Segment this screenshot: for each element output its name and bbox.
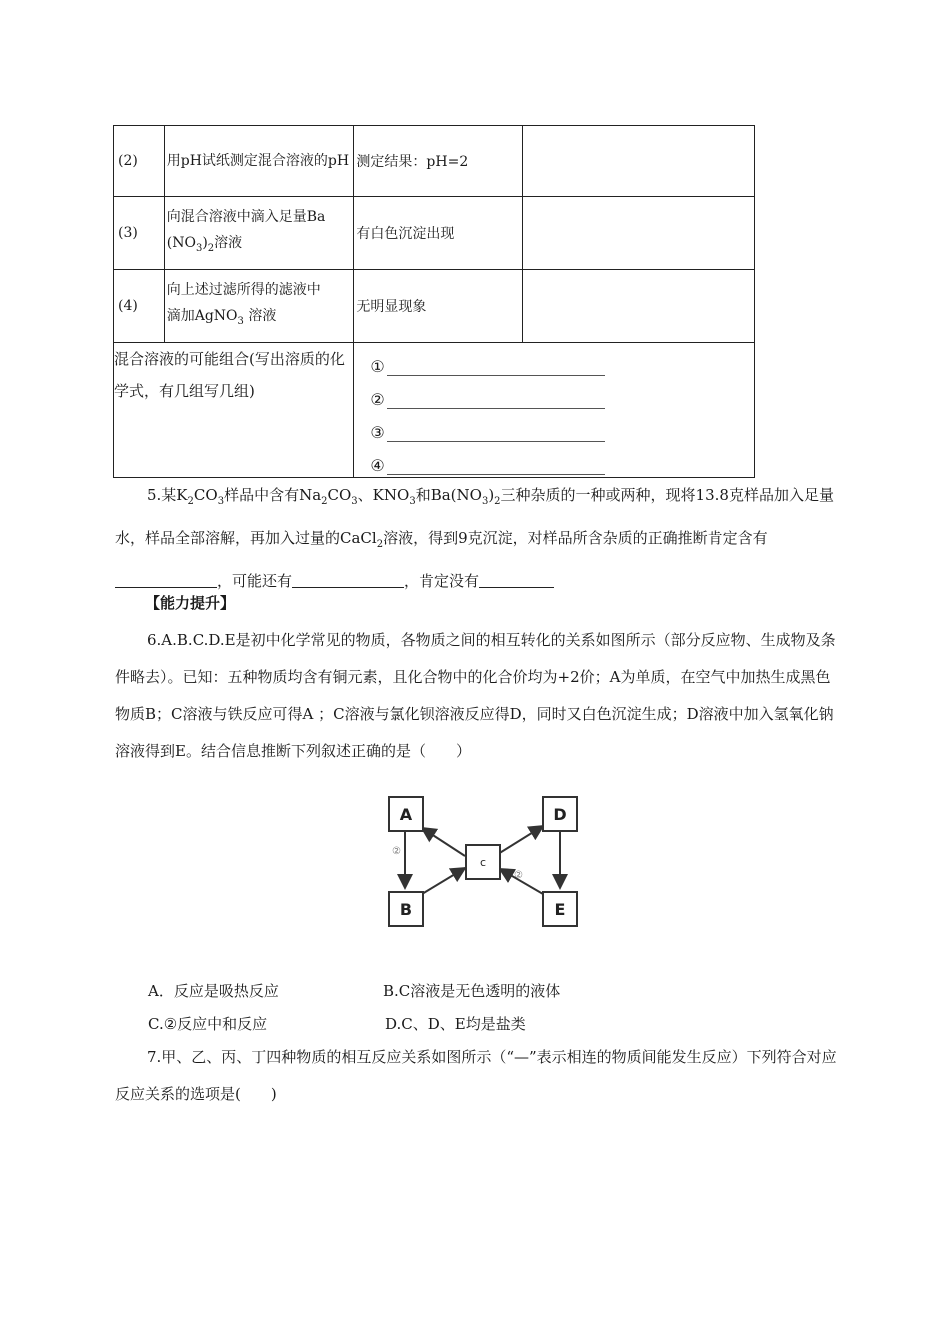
node-c: c bbox=[465, 844, 501, 880]
q5-text: 和Ba(NO bbox=[415, 486, 482, 504]
q5-text: 5.某K bbox=[147, 486, 188, 504]
q5-text: 、KNO bbox=[357, 486, 410, 504]
operation-cell bbox=[164, 270, 354, 343]
result-cell: 有白色沉淀出现 bbox=[354, 197, 522, 270]
conclusion-cell bbox=[522, 126, 754, 197]
combo-number: ④ bbox=[370, 456, 385, 475]
operation-text: 滴加AgNO bbox=[166, 308, 238, 325]
table-row bbox=[114, 126, 755, 197]
operation-cell bbox=[164, 197, 354, 270]
q5-text: CO bbox=[327, 486, 352, 504]
table-row bbox=[114, 197, 755, 270]
operation-cell: 用pH试纸测定混合溶液的pH bbox=[164, 126, 354, 197]
node-a: A bbox=[388, 796, 424, 832]
combo-number: ① bbox=[370, 357, 385, 376]
answer-blank[interactable] bbox=[387, 357, 605, 376]
option-d[interactable]: D.C、D、E均是盐类 bbox=[385, 1015, 526, 1033]
subscript: 3 bbox=[409, 496, 416, 507]
option-b[interactable]: B.C溶液是无色透明的液体 bbox=[383, 982, 561, 1000]
answer-blank[interactable] bbox=[292, 571, 404, 588]
q5-text: 样品中含有Na bbox=[224, 486, 322, 504]
reaction-mark: ② bbox=[514, 870, 523, 881]
conclusion-cell bbox=[522, 197, 754, 270]
q5-text: 溶液，得到9克沉淀，对样品所含杂质的正确推断肯定含有 bbox=[383, 529, 768, 547]
arrow-c-to-a bbox=[422, 828, 465, 856]
q5-text: ) bbox=[488, 486, 495, 504]
result-cell: 测定结果：pH=2 bbox=[354, 126, 522, 197]
arrow-b-to-c bbox=[422, 868, 465, 894]
reaction-mark: ② bbox=[392, 846, 401, 857]
operation-text: 向混合溶液中滴入足量Ba bbox=[166, 209, 326, 226]
answer-blank[interactable] bbox=[387, 390, 605, 409]
step-cell: (2) bbox=[114, 126, 165, 197]
node-e: E bbox=[542, 891, 578, 927]
subscript: 3 bbox=[217, 496, 225, 507]
node-b: B bbox=[388, 891, 424, 927]
combo-number: ③ bbox=[370, 423, 385, 442]
reaction-diagram bbox=[380, 790, 590, 935]
question-5 bbox=[115, 477, 840, 600]
answer-blank[interactable] bbox=[479, 571, 554, 588]
q5-text: ，可能还有 bbox=[217, 572, 293, 590]
conclusion-cell bbox=[522, 270, 754, 343]
combo-answers bbox=[354, 343, 755, 478]
option-c[interactable]: C.②反应中和反应 bbox=[148, 1015, 268, 1033]
subscript: 3 bbox=[195, 242, 203, 254]
operation-text: 溶液 bbox=[214, 235, 243, 252]
experiment-table bbox=[113, 125, 755, 478]
q5-text: ，肯定没有 bbox=[404, 572, 480, 590]
q5-text: CO bbox=[193, 486, 218, 504]
operation-text: 溶液 bbox=[243, 308, 277, 325]
subscript: 2 bbox=[321, 496, 328, 507]
operation-text: 向上述过滤所得的滤液中 bbox=[166, 282, 321, 299]
subscript: 2 bbox=[494, 496, 501, 507]
combo-item bbox=[370, 343, 754, 376]
node-d: D bbox=[542, 796, 578, 832]
answer-blank[interactable] bbox=[115, 571, 217, 588]
q5-text: 三种杂质的一种或两种，现将13.8克样品加入足量水，样品全部溶解，再加入过量的CaCl bbox=[115, 486, 834, 547]
combo-item bbox=[370, 409, 754, 442]
operation-text: ) bbox=[202, 235, 208, 252]
question-6: 6.A.B.C.D.E是初中化学常见的物质，各物质之间的相互转化的关系如图所示（部分反应物、生成物及条件略去）。已知：五种物质均含有铜元素，且化合物中的化合价均为+2价；A为单质，在空气中加热生成黑色物质B；C溶液与铁反应可得A ；C溶液与氯化钡溶液反应得D，同时又白色沉淀生成；D溶液中加入氢氧化钠溶液得到E。结合信息推断下列叙述正确的是（ ） bbox=[115, 631, 836, 760]
combo-label: 混合溶液的可能组合(写出溶质的化学式，有几组写几组) bbox=[114, 343, 354, 478]
question-7: 7.甲、乙、丙、丁四种物质的相互反应关系如图所示（“—”表示相连的物质间能发生反应）下列符合对应反应关系的选项是( ) bbox=[115, 1048, 837, 1103]
answer-blank[interactable] bbox=[387, 423, 605, 442]
subscript: 3 bbox=[237, 315, 244, 327]
subscript: 3 bbox=[481, 496, 489, 507]
table-row bbox=[114, 343, 755, 478]
arrow-c-to-d bbox=[498, 826, 543, 854]
step-cell: (3) bbox=[114, 197, 165, 270]
combo-item bbox=[370, 376, 754, 409]
combo-number: ② bbox=[370, 390, 385, 409]
option-a[interactable]: A．反应是吸热反应 bbox=[148, 982, 279, 1000]
table-row bbox=[114, 270, 755, 343]
section-heading: 【能力提升】 bbox=[145, 594, 236, 612]
step-cell: (4) bbox=[114, 270, 165, 343]
operation-text: (NO bbox=[166, 235, 196, 252]
subscript: 2 bbox=[207, 242, 215, 254]
subscript: 2 bbox=[187, 496, 194, 507]
combo-item bbox=[370, 442, 754, 475]
result-cell: 无明显现象 bbox=[354, 270, 522, 343]
answer-blank[interactable] bbox=[387, 456, 605, 475]
subscript: 2 bbox=[376, 539, 384, 550]
subscript: 3 bbox=[351, 496, 358, 507]
